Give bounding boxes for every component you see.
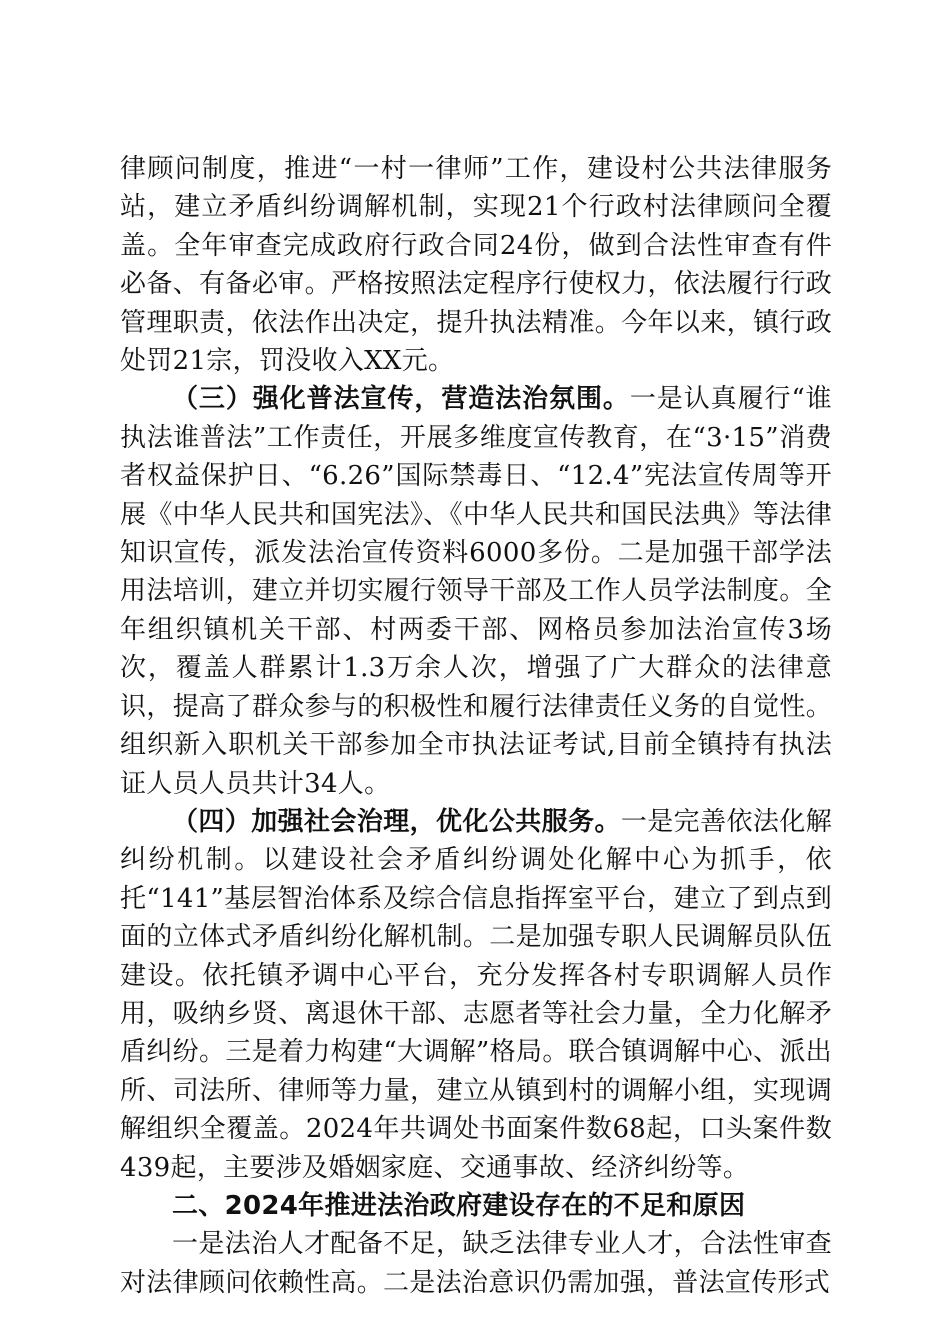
section-heading-shortcomings: 二、2024年推进法治政府建设存在的不足和原因 xyxy=(172,1190,746,1221)
paragraph-legal-publicity-body: 一是认真履行“谁执法谁普法”工作责任，开展多维度宣传教育，在“3·15”消费者权益保护日、“6.26”国际禁毒日、“12.4”宪法宣传周等开展《中华人民共和国宪法》、《中华人民共和国民法典》等法律知识宣传，派发法治宣传资料6000多份。二是加强干部学法用法培训，建立并切实履行领导干部及工作人员学法制度。全年组织镇机关干部、村两委干部、网格员参加法治宣传3场次，覆盖人群累计1.3万余人次，增强了广大群众的法律意识，提高了群众参与的积极性和履行法律责任义务的自觉性。组织新入职机关干部参加全市执法证考试,目前全镇持有执法证人员人员共计34人。 xyxy=(120,384,832,799)
paragraph-legal-advisor: 律顾问制度，推进“一村一律师”工作，建设村公共法律服务站，建立矛盾纠纷调解机制，实现21个行政村法律顾问全覆盖。全年审查完成政府行政合同24份，做到合法性审查有件必备、有备必审。严格按照法定程序行使权力，依法履行行政管理职责，依法作出决定，提升执法精准。今年以来，镇行政处罚21宗，罚没收入XX元。 xyxy=(120,154,832,377)
subheading-social-governance: （四）加强社会治理，优化公共服务。 xyxy=(172,806,621,837)
paragraph-legal-publicity xyxy=(120,380,832,802)
paragraph-social-governance xyxy=(120,803,832,1187)
paragraph-shortcomings: 一是法治人才配备不足，缺乏法律专业人才，合法性审查对法律顾问依赖性高。二是法治意识仍需加强，普法宣传形式 xyxy=(120,1229,832,1298)
paragraph-social-governance-body: 一是完善依法化解纠纷机制。以建设社会矛盾纠纷调处化解中心为抓手，依托“141”基层智治体系及综合信息指挥室平台，建立了到点到面的立体式矛盾纠纷化解机制。二是加强专职人民调解员队伍建设。依托镇矛调中心平台，充分发挥各村专职调解人员作用，吸纳乡贤、离退休干部、志愿者等社会力量，全力化解矛盾纠纷。三是着力构建“大调解”格局。联合镇调解中心、派出所、司法所、律师等力量，建立从镇到村的调解小组，实现调解组织全覆盖。2024年共调处书面案件数68起，口头案件数439起，主要涉及婚姻家庭、交通事故、经济纠纷等。 xyxy=(120,806,832,1183)
document-body xyxy=(120,150,832,1302)
subheading-legal-publicity: （三）强化普法宣传，营造法治氛围。 xyxy=(172,384,630,415)
